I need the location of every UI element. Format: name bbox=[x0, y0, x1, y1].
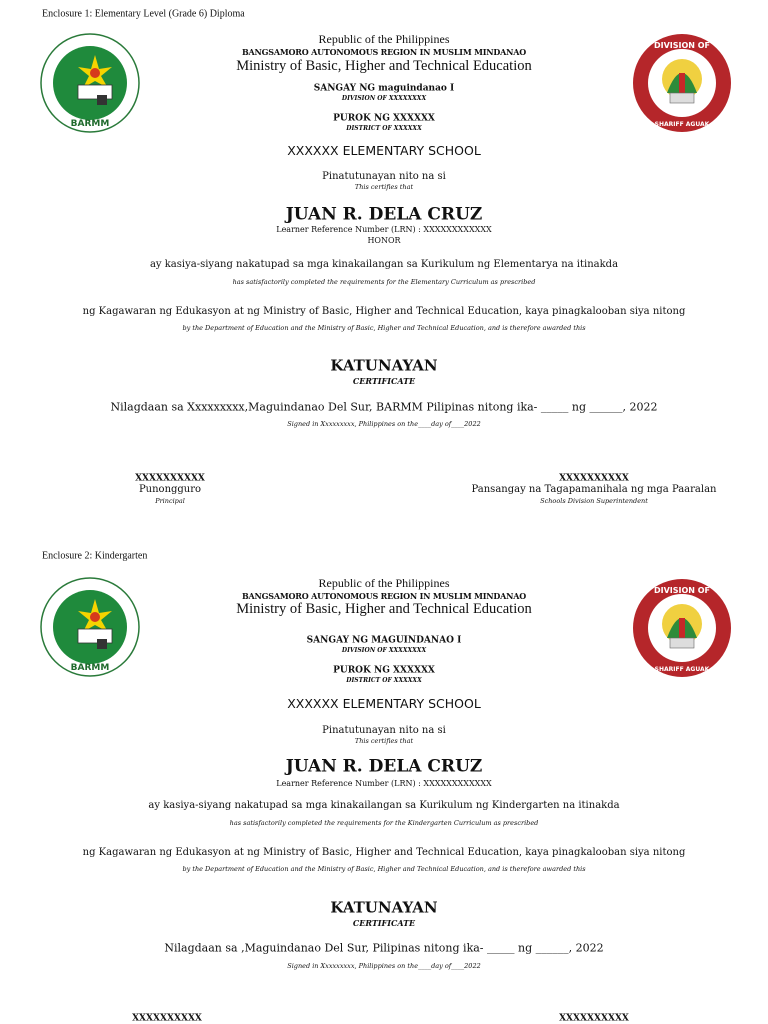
svg-text:DIVISION OF: DIVISION OF bbox=[653, 586, 711, 595]
principal-title-english: Principal bbox=[155, 496, 185, 505]
svg-text:BARMM: BARMM bbox=[70, 119, 110, 129]
ministry-heading: Ministry of Basic, Higher and Technical Education bbox=[236, 600, 532, 617]
award-title: KATUNAYAN bbox=[330, 356, 438, 375]
division-subheading: DIVISION OF XXXXXXXX bbox=[341, 647, 427, 654]
honor-label: HONOR bbox=[367, 236, 401, 245]
principal-title-filipino: Punongguro bbox=[138, 484, 202, 495]
department-filipino: ng Kagawaran ng Edukasyon at ng Ministry of Basic, Higher and Technical Education, kaya pinagkalooban siya nitong bbox=[82, 847, 686, 858]
learner-name: JUAN R. DELA CRUZ bbox=[285, 204, 483, 225]
learner-lrn: Learner Reference Number (LRN) : XXXXXXXXXXXX bbox=[276, 225, 492, 234]
department-filipino: ng Kagawaran ng Edukasyon at ng Ministry of Basic, Higher and Technical Education, kaya pinagkalooban siya nitong bbox=[82, 306, 686, 317]
superintendent-title-english: Schools Division Superintendent bbox=[540, 496, 648, 505]
certifies-english: This certifies that bbox=[354, 736, 414, 745]
republic-heading: Republic of the Philippines bbox=[318, 576, 450, 590]
signed-english: Signed in Xxxxxxxxx, Philippines on the____day of____2022 bbox=[287, 961, 481, 970]
sangay-heading: SANGAY NG maguindanao I bbox=[313, 83, 455, 94]
signed-english: Signed in Xxxxxxxxx, Philippines on the____day of____2022 bbox=[287, 419, 481, 428]
district-subheading: DISTRICT OF XXXXXX bbox=[346, 125, 422, 132]
svg-text:DIVISION OF: DIVISION OF bbox=[653, 41, 711, 50]
svg-text:BARMM: BARMM bbox=[70, 663, 110, 673]
ministry-heading: Ministry of Basic, Higher and Technical Education bbox=[236, 57, 532, 74]
republic-heading: Republic of the Philippines bbox=[318, 32, 450, 46]
region-heading: BANGSAMORO AUTONOMOUS REGION IN MUSLIM MINDANAO bbox=[241, 591, 527, 601]
enclosure-label: Enclosure 1: Elementary Level (Grade 6) Diploma bbox=[42, 8, 245, 20]
district-subheading: DISTRICT OF XXXXXX bbox=[346, 677, 422, 684]
award-subtitle: CERTIFICATE bbox=[352, 376, 416, 386]
signed-filipino: Nilagdaan sa Xxxxxxxxx,Maguindanao Del Sur, BARMM Pilipinas nitong ika- _____ ng ______, 2022 bbox=[110, 400, 658, 414]
certifies-filipino: Pinatutunayan nito na si bbox=[322, 171, 446, 182]
school-name: XXXXXX ELEMENTARY SCHOOL bbox=[287, 695, 481, 711]
award-title: KATUNAYAN bbox=[330, 898, 438, 917]
sangay-heading: SANGAY NG MAGUINDANAO I bbox=[306, 635, 462, 646]
superintendent-name: XXXXXXXXXX bbox=[559, 1013, 629, 1024]
award-subtitle: CERTIFICATE bbox=[352, 918, 416, 928]
department-english: by the Department of Education and the Ministry of Basic, Higher and Technical Education, and is therefore awarded this bbox=[182, 864, 586, 873]
certifies-english: This certifies that bbox=[354, 182, 414, 191]
superintendent-title-filipino: Pansangay na Tagapamanihala ng mga Paaralan bbox=[471, 484, 717, 495]
svg-text:SHARIFF AGUAK: SHARIFF AGUAK bbox=[654, 121, 710, 128]
certifies-filipino: Pinatutunayan nito na si bbox=[322, 725, 446, 736]
principal-name: XXXXXXXXXX bbox=[132, 1013, 202, 1024]
completed-english: has satisfactorily completed the requirements for the Kindergarten Curriculum as prescribed bbox=[229, 818, 539, 827]
division-subheading: DIVISION OF XXXXXXXX bbox=[341, 95, 427, 102]
purok-heading: PUROK NG XXXXXX bbox=[333, 665, 435, 676]
purok-heading: PUROK NG XXXXXX bbox=[333, 113, 435, 124]
enclosure-label: Enclosure 2: Kindergarten bbox=[42, 550, 148, 562]
signed-filipino: Nilagdaan sa ,Maguindanao Del Sur, Pilipinas nitong ika- _____ ng ______, 2022 bbox=[164, 941, 604, 955]
completed-english: has satisfactorily completed the requirements for the Elementary Curriculum as prescribed bbox=[232, 277, 536, 286]
learner-name: JUAN R. DELA CRUZ bbox=[285, 756, 483, 777]
svg-text:SHARIFF AGUAK: SHARIFF AGUAK bbox=[654, 666, 710, 673]
completed-filipino: ay kasiya-siyang nakatupad sa mga kinakailangan sa Kurikulum ng Kindergarten na itinakda bbox=[148, 800, 620, 811]
department-english: by the Department of Education and the Ministry of Basic, Higher and Technical Education, and is therefore awarded this bbox=[182, 323, 586, 332]
superintendent-name: XXXXXXXXXX bbox=[559, 473, 629, 484]
learner-lrn: Learner Reference Number (LRN) : XXXXXXXXXXXX bbox=[276, 779, 492, 788]
completed-filipino: ay kasiya-siyang nakatupad sa mga kinakailangan sa Kurikulum ng Elementarya na itinakda bbox=[149, 259, 619, 270]
region-heading: BANGSAMORO AUTONOMOUS REGION IN MUSLIM MINDANAO bbox=[241, 47, 527, 57]
school-name: XXXXXX ELEMENTARY SCHOOL bbox=[287, 142, 481, 158]
principal-name: XXXXXXXXXX bbox=[135, 473, 205, 484]
